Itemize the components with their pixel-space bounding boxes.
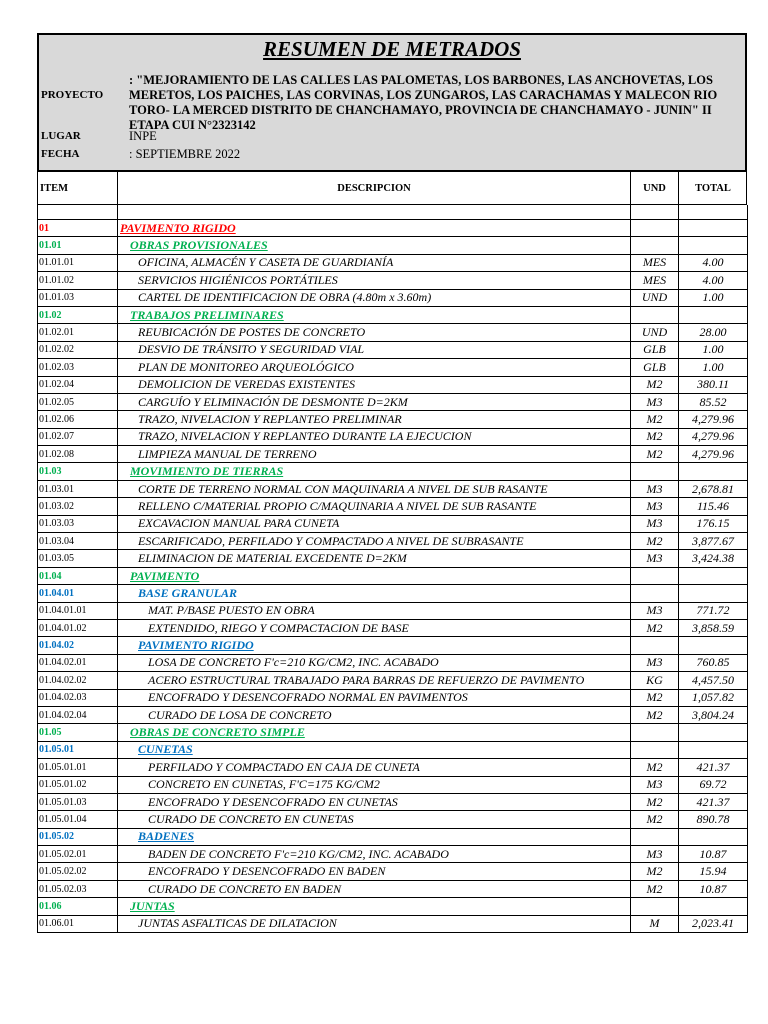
cell-item-code: 01 <box>38 220 118 237</box>
cell-total: 4,279.96 <box>679 411 748 428</box>
table-row <box>38 585 748 602</box>
cell-total: 380.11 <box>679 376 748 393</box>
cell-unit: GLB <box>631 359 679 376</box>
cell-item-code: 01.04.01.01 <box>38 602 118 619</box>
cell-item-code: 01.01.03 <box>38 289 118 306</box>
table-row <box>38 411 748 428</box>
cell-unit: M3 <box>631 602 679 619</box>
cell-description: MAT. P/BASE PUESTO EN OBRA <box>118 602 631 619</box>
metrados-table <box>37 205 748 933</box>
cell-unit: M2 <box>631 411 679 428</box>
cell-description: DESVIO DE TRÁNSITO Y SEGURIDAD VIAL <box>118 341 631 358</box>
cell-description: CURADO DE CONCRETO EN CUNETAS <box>118 811 631 828</box>
cell-description: BASE GRANULAR <box>118 585 631 602</box>
table-row <box>38 741 748 758</box>
cell-description: JUNTAS <box>118 898 631 915</box>
cell-total: 2,678.81 <box>679 480 748 497</box>
cell-description: ESCARIFICADO, PERFILADO Y COMPACTADO A NIVEL DE SUBRASANTE <box>118 533 631 550</box>
cell-item-code: 01.03.02 <box>38 498 118 515</box>
cell-total: 771.72 <box>679 602 748 619</box>
cell-item-code: 01.01.02 <box>38 272 118 289</box>
cell-unit <box>631 463 679 480</box>
spacer-cell <box>118 205 631 220</box>
cell-item-code: 01.06 <box>38 898 118 915</box>
cell-description: DEMOLICION DE VEREDAS EXISTENTES <box>118 376 631 393</box>
cell-total <box>679 220 748 237</box>
cell-description: EXCAVACION MANUAL PARA CUNETA <box>118 515 631 532</box>
table-row <box>38 272 748 289</box>
cell-description: ELIMINACION DE MATERIAL EXCEDENTE D=2KM <box>118 550 631 567</box>
cell-description: CARGUÍO Y ELIMINACIÓN DE DESMONTE D=2KM <box>118 393 631 410</box>
cell-unit: M3 <box>631 480 679 497</box>
cell-item-code: 01.02.02 <box>38 341 118 358</box>
cell-item-code: 01.03.05 <box>38 550 118 567</box>
cell-unit <box>631 724 679 741</box>
cell-description: TRABAJOS PRELIMINARES <box>118 306 631 323</box>
cell-item-code: 01.04.02.03 <box>38 689 118 706</box>
cell-total: 4,457.50 <box>679 672 748 689</box>
cell-total: 3,858.59 <box>679 619 748 636</box>
cell-total <box>679 306 748 323</box>
cell-total: 421.37 <box>679 759 748 776</box>
cell-description: PERFILADO Y COMPACTADO EN CAJA DE CUNETA <box>118 759 631 776</box>
table-row <box>38 324 748 341</box>
cell-item-code: 01.06.01 <box>38 915 118 932</box>
cell-total: 10.87 <box>679 846 748 863</box>
column-header-total: TOTAL <box>695 182 731 194</box>
cell-unit: M2 <box>631 880 679 897</box>
cell-description: TRAZO, NIVELACION Y REPLANTEO PRELIMINAR <box>118 411 631 428</box>
table-row <box>38 515 748 532</box>
cell-unit: M3 <box>631 393 679 410</box>
cell-item-code: 01.02.07 <box>38 428 118 445</box>
table-row <box>38 863 748 880</box>
cell-unit: GLB <box>631 341 679 358</box>
table-row <box>38 428 748 445</box>
cell-item-code: 01.02.03 <box>38 359 118 376</box>
cell-total: 15.94 <box>679 863 748 880</box>
cell-total: 3,424.38 <box>679 550 748 567</box>
column-header-descripcion: DESCRIPCION <box>337 182 411 194</box>
cell-item-code: 01.05.02.01 <box>38 846 118 863</box>
cell-unit: M3 <box>631 776 679 793</box>
table-row <box>38 776 748 793</box>
cell-total: 4.00 <box>679 272 748 289</box>
cell-total <box>679 463 748 480</box>
table-row <box>38 289 748 306</box>
cell-total: 69.72 <box>679 776 748 793</box>
cell-item-code: 01.05.02 <box>38 828 118 845</box>
cell-item-code: 01.05.01.01 <box>38 759 118 776</box>
table-row <box>38 463 748 480</box>
cell-total: 85.52 <box>679 393 748 410</box>
cell-total: 176.15 <box>679 515 748 532</box>
cell-unit: M2 <box>631 376 679 393</box>
cell-total: 1,057.82 <box>679 689 748 706</box>
cell-description: CORTE DE TERRENO NORMAL CON MAQUINARIA A NIVEL DE SUB RASANTE <box>118 480 631 497</box>
cell-total: 1.00 <box>679 341 748 358</box>
cell-description: PAVIMENTO <box>118 567 631 584</box>
table-row <box>38 359 748 376</box>
table-row <box>38 498 748 515</box>
table-row <box>38 811 748 828</box>
spacer-cell <box>38 205 118 220</box>
cell-total: 4,279.96 <box>679 446 748 463</box>
table-row <box>38 654 748 671</box>
cell-item-code: 01.02.05 <box>38 393 118 410</box>
cell-description: PAVIMENTO RIGIDO <box>118 220 631 237</box>
cell-unit: M2 <box>631 863 679 880</box>
cell-description: SERVICIOS HIGIÉNICOS PORTÁTILES <box>118 272 631 289</box>
cell-item-code: 01.04.01 <box>38 585 118 602</box>
cell-unit <box>631 741 679 758</box>
fecha-value: : SEPTIEMBRE 2022 <box>129 147 241 161</box>
table-row <box>38 828 748 845</box>
cell-description: ENCOFRADO Y DESENCOFRADO EN CUNETAS <box>118 793 631 810</box>
cell-description: CUNETAS <box>118 741 631 758</box>
cell-total: 2,023.41 <box>679 915 748 932</box>
cell-unit: M3 <box>631 515 679 532</box>
cell-total: 10.87 <box>679 880 748 897</box>
cell-item-code: 01.05.01 <box>38 741 118 758</box>
cell-total: 890.78 <box>679 811 748 828</box>
cell-unit <box>631 585 679 602</box>
cell-total <box>679 637 748 654</box>
table-row <box>38 602 748 619</box>
cell-description: ACERO ESTRUCTURAL TRABAJADO PARA BARRAS DE REFUERZO DE PAVIMENTO <box>118 672 631 689</box>
spacer-cell <box>631 205 679 220</box>
cell-item-code: 01.04.02.01 <box>38 654 118 671</box>
cell-unit <box>631 898 679 915</box>
table-row <box>38 880 748 897</box>
cell-item-code: 01.04.01.02 <box>38 619 118 636</box>
cell-unit <box>631 306 679 323</box>
cell-unit: M3 <box>631 498 679 515</box>
proyecto-label: PROYECTO <box>41 89 104 101</box>
cell-unit <box>631 637 679 654</box>
table-row <box>38 567 748 584</box>
cell-item-code: 01.04.02.04 <box>38 706 118 723</box>
cell-unit: M2 <box>631 811 679 828</box>
column-header-item: ITEM <box>40 182 69 194</box>
cell-item-code: 01.03.04 <box>38 533 118 550</box>
cell-description: EXTENDIDO, RIEGO Y COMPACTACION DE BASE <box>118 619 631 636</box>
cell-total: 115.46 <box>679 498 748 515</box>
cell-unit <box>631 220 679 237</box>
cell-item-code: 01.01.01 <box>38 254 118 271</box>
cell-description: REUBICACIÓN DE POSTES DE CONCRETO <box>118 324 631 341</box>
table-row <box>38 237 748 254</box>
table-row <box>38 759 748 776</box>
cell-description: LIMPIEZA MANUAL DE TERRENO <box>118 446 631 463</box>
lugar-value: INPE <box>129 129 157 143</box>
document-header <box>37 33 747 172</box>
cell-total: 3,804.24 <box>679 706 748 723</box>
table-row <box>38 637 748 654</box>
cell-description: CONCRETO EN CUNETAS, F'C=175 KG/CM2 <box>118 776 631 793</box>
cell-description: LOSA DE CONCRETO F'c=210 KG/CM2, INC. ACABADO <box>118 654 631 671</box>
cell-unit: MES <box>631 254 679 271</box>
column-header-und: UND <box>643 182 666 194</box>
cell-unit: M2 <box>631 619 679 636</box>
lugar-label: LUGAR <box>41 130 81 142</box>
cell-unit: UND <box>631 289 679 306</box>
table-row <box>38 706 748 723</box>
cell-unit: M2 <box>631 533 679 550</box>
metrados-sheet <box>37 33 747 933</box>
column-headers <box>37 172 747 205</box>
cell-total: 421.37 <box>679 793 748 810</box>
table-row <box>38 689 748 706</box>
cell-total: 4,279.96 <box>679 428 748 445</box>
cell-unit: M2 <box>631 689 679 706</box>
spacer-row <box>38 205 748 220</box>
cell-total <box>679 237 748 254</box>
table-row <box>38 254 748 271</box>
cell-item-code: 01.01 <box>38 237 118 254</box>
cell-unit: UND <box>631 324 679 341</box>
cell-unit: M3 <box>631 550 679 567</box>
table-row <box>38 672 748 689</box>
table-row <box>38 793 748 810</box>
cell-description: CURADO DE LOSA DE CONCRETO <box>118 706 631 723</box>
table-row <box>38 220 748 237</box>
cell-description: BADEN DE CONCRETO F'c=210 KG/CM2, INC. ACABADO <box>118 846 631 863</box>
cell-item-code: 01.02.08 <box>38 446 118 463</box>
table-row <box>38 915 748 932</box>
cell-item-code: 01.03.03 <box>38 515 118 532</box>
cell-unit <box>631 237 679 254</box>
table-row <box>38 446 748 463</box>
cell-item-code: 01.05 <box>38 724 118 741</box>
cell-item-code: 01.05.02.03 <box>38 880 118 897</box>
cell-item-code: 01.04.02.02 <box>38 672 118 689</box>
cell-description: RELLENO C/MATERIAL PROPIO C/MAQUINARIA A NIVEL DE SUB RASANTE <box>118 498 631 515</box>
cell-unit: KG <box>631 672 679 689</box>
cell-description: PAVIMENTO RIGIDO <box>118 637 631 654</box>
table-row <box>38 898 748 915</box>
table-row <box>38 306 748 323</box>
cell-unit: MES <box>631 272 679 289</box>
cell-total: 1.00 <box>679 289 748 306</box>
cell-unit: M2 <box>631 428 679 445</box>
cell-item-code: 01.02.04 <box>38 376 118 393</box>
cell-total <box>679 567 748 584</box>
table-row <box>38 533 748 550</box>
cell-item-code: 01.05.01.03 <box>38 793 118 810</box>
cell-item-code: 01.04.02 <box>38 637 118 654</box>
cell-unit: M2 <box>631 793 679 810</box>
cell-unit <box>631 567 679 584</box>
cell-item-code: 01.05.01.02 <box>38 776 118 793</box>
table-row <box>38 846 748 863</box>
cell-item-code: 01.02.01 <box>38 324 118 341</box>
fecha-label: FECHA <box>41 148 80 160</box>
cell-unit <box>631 828 679 845</box>
cell-total <box>679 724 748 741</box>
table-row <box>38 376 748 393</box>
cell-description: MOVIMIENTO DE TIERRAS <box>118 463 631 480</box>
cell-description: CARTEL DE IDENTIFICACION DE OBRA (4.80m x 3.60m) <box>118 289 631 306</box>
cell-unit: M2 <box>631 759 679 776</box>
table-row <box>38 341 748 358</box>
cell-total: 4.00 <box>679 254 748 271</box>
cell-total: 1.00 <box>679 359 748 376</box>
cell-description: TRAZO, NIVELACION Y REPLANTEO DURANTE LA EJECUCION <box>118 428 631 445</box>
cell-description: ENCOFRADO Y DESENCOFRADO EN BADEN <box>118 863 631 880</box>
cell-description: CURADO DE CONCRETO EN BADEN <box>118 880 631 897</box>
table-row <box>38 724 748 741</box>
cell-item-code: 01.03 <box>38 463 118 480</box>
cell-total: 28.00 <box>679 324 748 341</box>
cell-total: 3,877.67 <box>679 533 748 550</box>
spacer-cell <box>679 205 748 220</box>
cell-description: JUNTAS ASFALTICAS DE DILATACION <box>118 915 631 932</box>
cell-unit: M <box>631 915 679 932</box>
cell-unit: M3 <box>631 654 679 671</box>
cell-item-code: 01.03.01 <box>38 480 118 497</box>
cell-unit: M2 <box>631 446 679 463</box>
cell-description: OBRAS PROVISIONALES <box>118 237 631 254</box>
cell-total <box>679 741 748 758</box>
cell-description: ENCOFRADO Y DESENCOFRADO NORMAL EN PAVIMENTOS <box>118 689 631 706</box>
cell-total <box>679 828 748 845</box>
cell-unit: M3 <box>631 846 679 863</box>
cell-item-code: 01.02.06 <box>38 411 118 428</box>
cell-total <box>679 585 748 602</box>
cell-item-code: 01.05.02.02 <box>38 863 118 880</box>
cell-total: 760.85 <box>679 654 748 671</box>
cell-item-code: 01.05.01.04 <box>38 811 118 828</box>
cell-unit: M2 <box>631 706 679 723</box>
cell-description: OFICINA, ALMACÉN Y CASETA DE GUARDIANÍA <box>118 254 631 271</box>
cell-item-code: 01.02 <box>38 306 118 323</box>
table-row <box>38 619 748 636</box>
table-row <box>38 393 748 410</box>
proyecto-value: : "MEJORAMIENTO DE LAS CALLES LAS PALOMETAS, LOS BARBONES, LAS ANCHOVETAS, LOS MERETOS, LOS PAICHES, LAS CORVINAS, LOS ZUNGAROS, LAS CARACHAMAS Y MALECON RIO TORO- LA MERCED DISTRITO DE CHANCHAMAYO, PROVINCIA DE CHANCHAMAYO - JUNIN" II ETAPA CUI N°2323142 <box>129 73 718 132</box>
cell-description: BADENES <box>118 828 631 845</box>
table-row <box>38 480 748 497</box>
page-title: RESUMEN DE METRADOS <box>263 37 521 61</box>
cell-item-code: 01.04 <box>38 567 118 584</box>
cell-description: PLAN DE MONITOREO ARQUEOLÓGICO <box>118 359 631 376</box>
cell-total <box>679 898 748 915</box>
cell-description: OBRAS DE CONCRETO SIMPLE <box>118 724 631 741</box>
table-row <box>38 550 748 567</box>
